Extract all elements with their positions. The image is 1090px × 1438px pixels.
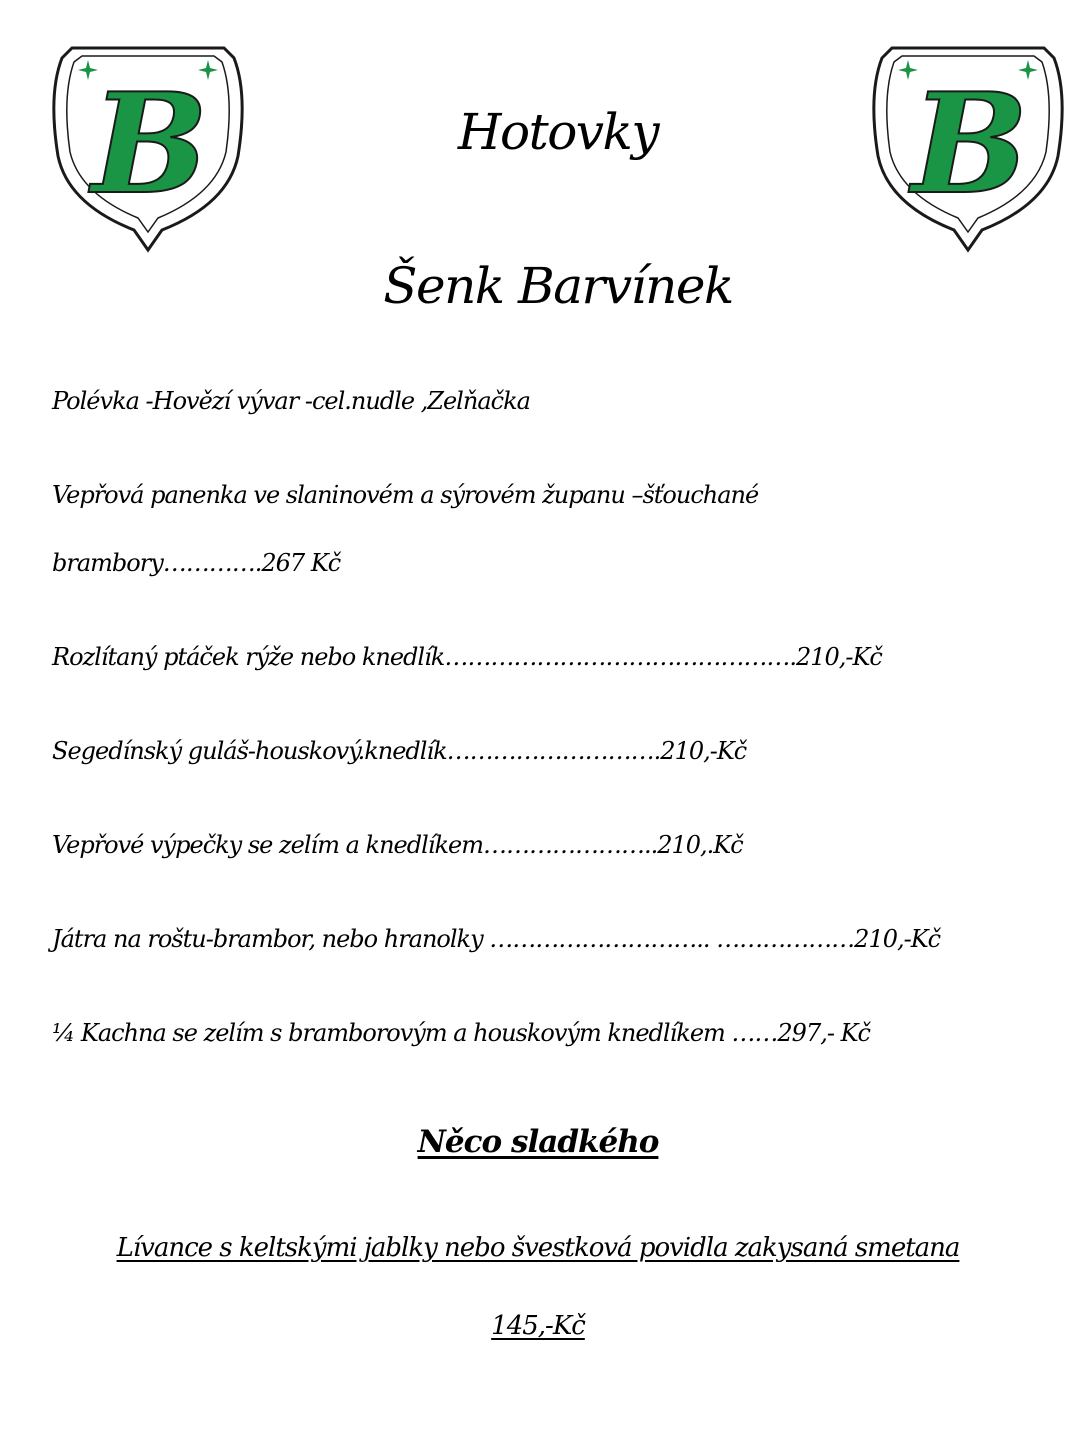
menu-line-roast-pork: Vepřové výpečky se zelím a knedlíkem…………………..210,.Kč [52, 831, 743, 859]
menu-line-pork-tenderloin-price: brambory………….267 Kč [52, 549, 341, 577]
svg-text:B: B [911, 62, 1029, 225]
menu-line-bird-roulade: Rozlítaný ptáček rýže nebo knedlík……………………………………….210,-Kč [52, 643, 882, 671]
dessert-price: 145,-Kč [491, 1311, 585, 1341]
dessert-heading: Něco sladkého [417, 1124, 659, 1160]
menu-line-quarter-duck: ¼ Kachna se zelím s bramborovým a houskovým knedlíkem ……297,- Kč [52, 1019, 870, 1047]
menu-line-grilled-liver: Játra na roštu-brambor, nebo hranolky ……………………….. ………………210,-Kč [52, 925, 941, 953]
menu-line-pork-tenderloin: Vepřová panenka ve slaninovém a sýrovém županu –šťouchané [52, 481, 759, 509]
menu-title: Hotovky [457, 103, 659, 161]
menu-line-szegedin-goulash: Segedínský guláš-houskový.knedlík……………………….210,-Kč [52, 737, 747, 765]
menu-line-soup: Polévka -Hovězí vývar -cel.nudle ,Zelňačka [52, 387, 530, 415]
restaurant-name: Šenk Barvínek [383, 257, 733, 315]
svg-text:B: B [91, 62, 209, 225]
dessert-item: Lívance s keltskými jablky nebo švestková povidla zakysaná smetana [116, 1233, 960, 1263]
